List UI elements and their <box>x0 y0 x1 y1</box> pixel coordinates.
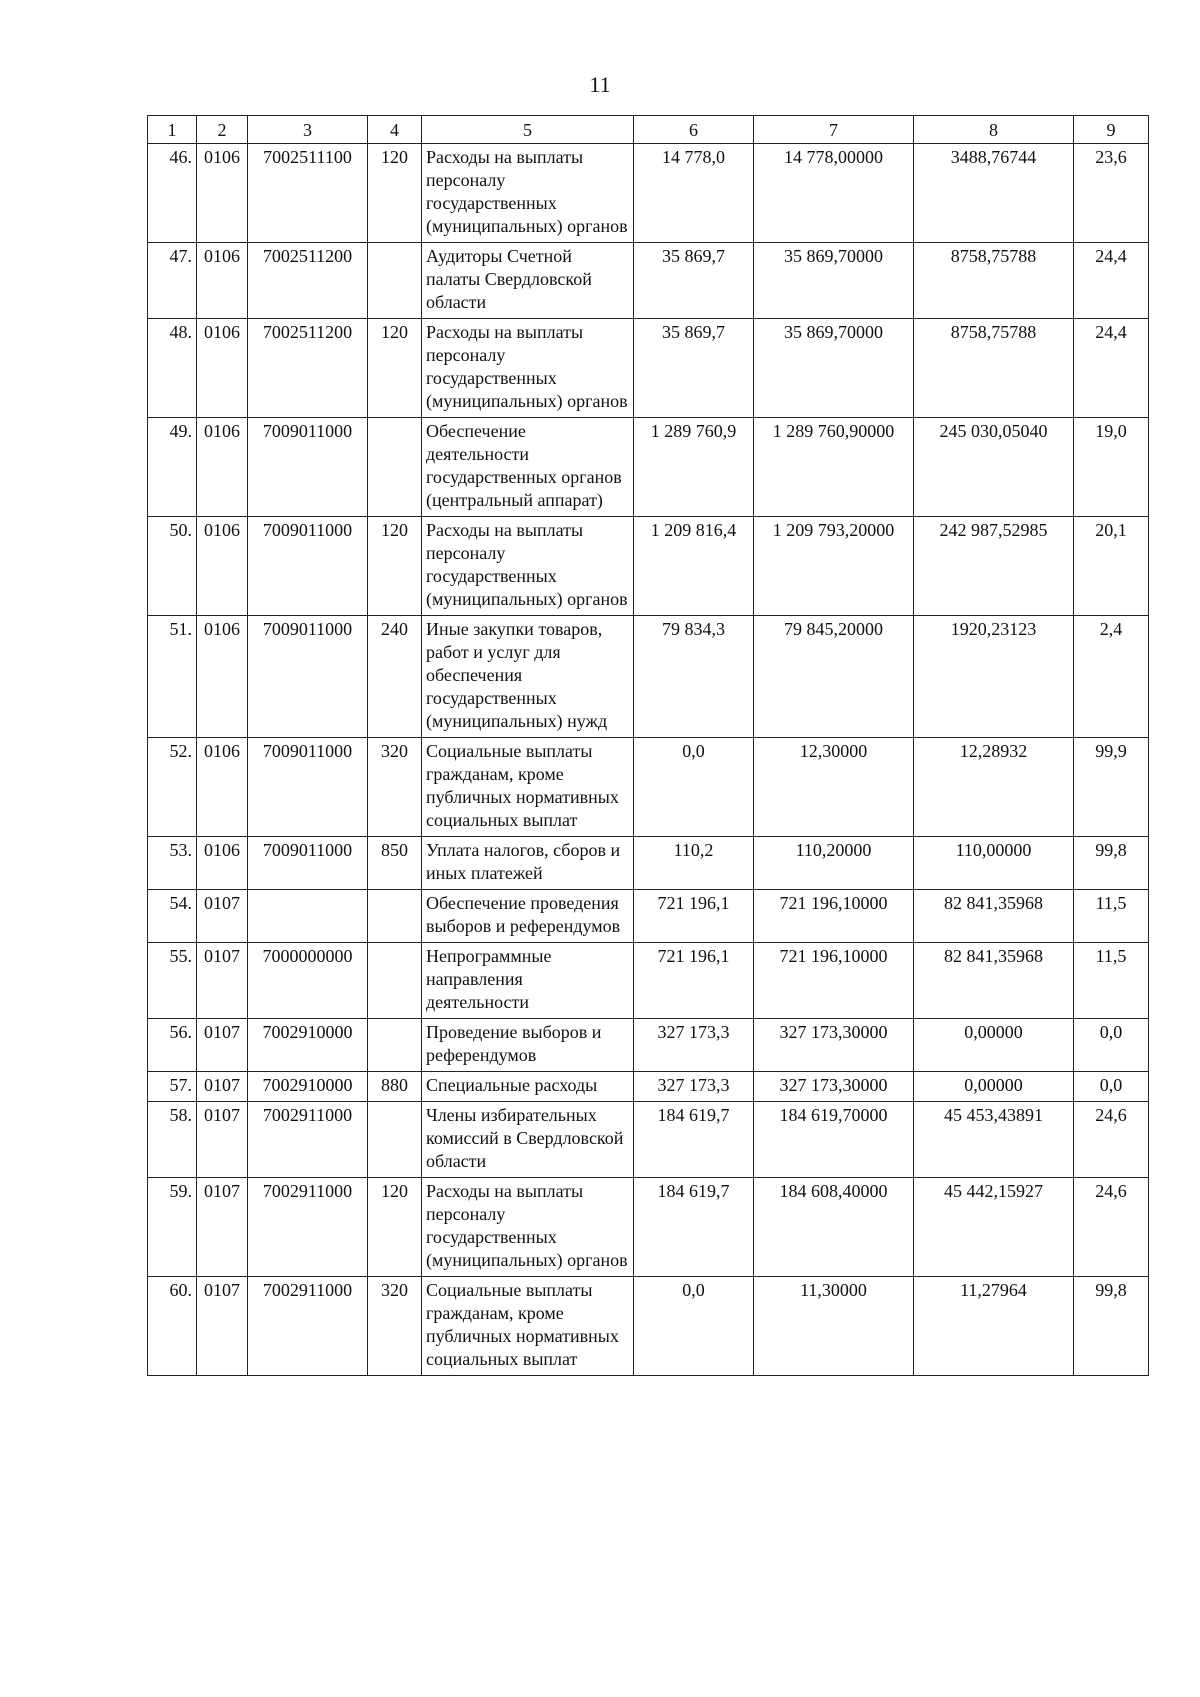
row-number: 47. <box>148 243 197 319</box>
section-code: 0107 <box>197 1072 248 1102</box>
row-number: 60. <box>148 1277 197 1376</box>
execution-percent: 23,6 <box>1074 144 1149 243</box>
budget-list-amount: 11,30000 <box>754 1277 914 1376</box>
budget-list-amount: 1 289 760,90000 <box>754 418 914 517</box>
section-code: 0106 <box>197 319 248 418</box>
row-number: 49. <box>148 418 197 517</box>
budget-list-amount: 721 196,10000 <box>754 890 914 943</box>
table-row <box>148 1178 1149 1277</box>
row-number: 53. <box>148 837 197 890</box>
approved-amount: 721 196,1 <box>634 943 754 1019</box>
budget-list-amount: 184 608,40000 <box>754 1178 914 1277</box>
section-code: 0107 <box>197 1277 248 1376</box>
expense-type-code <box>368 1102 422 1178</box>
table-row <box>148 890 1149 943</box>
budget-list-amount: 35 869,70000 <box>754 319 914 418</box>
table-body <box>148 144 1149 1376</box>
expense-name: Аудиторы Счетной палаты Свердловской области <box>422 243 634 319</box>
header-cell: 4 <box>368 116 422 144</box>
target-article-code: 7009011000 <box>248 738 368 837</box>
section-code: 0106 <box>197 144 248 243</box>
budget-list-amount: 14 778,00000 <box>754 144 914 243</box>
expense-type-code: 850 <box>368 837 422 890</box>
approved-amount: 184 619,7 <box>634 1102 754 1178</box>
budget-table <box>147 115 1149 1376</box>
expense-name: Проведение выборов и референдумов <box>422 1019 634 1072</box>
target-article-code <box>248 890 368 943</box>
execution-percent: 24,4 <box>1074 319 1149 418</box>
budget-list-amount: 184 619,70000 <box>754 1102 914 1178</box>
executed-amount: 45 453,43891 <box>914 1102 1074 1178</box>
execution-percent: 24,6 <box>1074 1102 1149 1178</box>
expense-type-code: 320 <box>368 1277 422 1376</box>
target-article-code: 7002511200 <box>248 243 368 319</box>
target-article-code: 7002911000 <box>248 1102 368 1178</box>
header-cell: 8 <box>914 116 1074 144</box>
execution-percent: 11,5 <box>1074 943 1149 1019</box>
approved-amount: 1 209 816,4 <box>634 517 754 616</box>
expense-type-code: 120 <box>368 1178 422 1277</box>
approved-amount: 184 619,7 <box>634 1178 754 1277</box>
row-number: 48. <box>148 319 197 418</box>
row-number: 59. <box>148 1178 197 1277</box>
section-code: 0106 <box>197 517 248 616</box>
execution-percent: 99,8 <box>1074 837 1149 890</box>
target-article-code: 7002910000 <box>248 1072 368 1102</box>
target-article-code: 7009011000 <box>248 418 368 517</box>
target-article-code: 7009011000 <box>248 616 368 738</box>
table-row <box>148 243 1149 319</box>
row-number: 58. <box>148 1102 197 1178</box>
section-code: 0107 <box>197 1019 248 1072</box>
execution-percent: 24,4 <box>1074 243 1149 319</box>
target-article-code: 7002911000 <box>248 1178 368 1277</box>
header-cell: 6 <box>634 116 754 144</box>
budget-list-amount: 721 196,10000 <box>754 943 914 1019</box>
budget-list-amount: 110,20000 <box>754 837 914 890</box>
executed-amount: 12,28932 <box>914 738 1074 837</box>
row-number: 50. <box>148 517 197 616</box>
expense-type-code <box>368 243 422 319</box>
expense-name: Расходы на выплаты персоналу государственных (муниципальных) органов <box>422 1178 634 1277</box>
executed-amount: 11,27964 <box>914 1277 1074 1376</box>
target-article-code: 7002911000 <box>248 1277 368 1376</box>
expense-type-code <box>368 418 422 517</box>
table-row <box>148 943 1149 1019</box>
target-article-code: 7002910000 <box>248 1019 368 1072</box>
executed-amount: 3488,76744 <box>914 144 1074 243</box>
approved-amount: 0,0 <box>634 1277 754 1376</box>
executed-amount: 8758,75788 <box>914 319 1074 418</box>
execution-percent: 20,1 <box>1074 517 1149 616</box>
table-row <box>148 517 1149 616</box>
approved-amount: 721 196,1 <box>634 890 754 943</box>
approved-amount: 35 869,7 <box>634 319 754 418</box>
table-row <box>148 1072 1149 1102</box>
executed-amount: 245 030,05040 <box>914 418 1074 517</box>
execution-percent: 0,0 <box>1074 1019 1149 1072</box>
section-code: 0107 <box>197 1102 248 1178</box>
table-row <box>148 1277 1149 1376</box>
target-article-code: 7009011000 <box>248 837 368 890</box>
approved-amount: 110,2 <box>634 837 754 890</box>
approved-amount: 327 173,3 <box>634 1019 754 1072</box>
section-code: 0107 <box>197 890 248 943</box>
target-article-code: 7002511100 <box>248 144 368 243</box>
table-row <box>148 418 1149 517</box>
table-row <box>148 1019 1149 1072</box>
expense-name: Члены избирательных комиссий в Свердловской области <box>422 1102 634 1178</box>
section-code: 0106 <box>197 418 248 517</box>
section-code: 0107 <box>197 1178 248 1277</box>
expense-type-code: 240 <box>368 616 422 738</box>
section-code: 0107 <box>197 943 248 1019</box>
execution-percent: 0,0 <box>1074 1072 1149 1102</box>
budget-list-amount: 35 869,70000 <box>754 243 914 319</box>
expense-type-code <box>368 1019 422 1072</box>
budget-list-amount: 327 173,30000 <box>754 1072 914 1102</box>
row-number: 52. <box>148 738 197 837</box>
table-row <box>148 738 1149 837</box>
expense-name: Обеспечение деятельности государственных органов (центральный аппарат) <box>422 418 634 517</box>
row-number: 56. <box>148 1019 197 1072</box>
budget-list-amount: 327 173,30000 <box>754 1019 914 1072</box>
approved-amount: 14 778,0 <box>634 144 754 243</box>
expense-type-code <box>368 943 422 1019</box>
execution-percent: 11,5 <box>1074 890 1149 943</box>
expense-name: Расходы на выплаты персоналу государственных (муниципальных) органов <box>422 517 634 616</box>
section-code: 0106 <box>197 243 248 319</box>
target-article-code: 7000000000 <box>248 943 368 1019</box>
expense-name: Расходы на выплаты персоналу государственных (муниципальных) органов <box>422 144 634 243</box>
section-code: 0106 <box>197 738 248 837</box>
header-row <box>148 116 1149 144</box>
executed-amount: 45 442,15927 <box>914 1178 1074 1277</box>
header-cell: 9 <box>1074 116 1149 144</box>
execution-percent: 19,0 <box>1074 418 1149 517</box>
approved-amount: 0,0 <box>634 738 754 837</box>
executed-amount: 110,00000 <box>914 837 1074 890</box>
table-row <box>148 319 1149 418</box>
expense-type-code: 120 <box>368 319 422 418</box>
expense-name: Обеспечение проведения выборов и референдумов <box>422 890 634 943</box>
header-cell: 2 <box>197 116 248 144</box>
expense-type-code: 320 <box>368 738 422 837</box>
expense-type-code: 120 <box>368 517 422 616</box>
executed-amount: 242 987,52985 <box>914 517 1074 616</box>
expense-name: Уплата налогов, сборов и иных платежей <box>422 837 634 890</box>
header-cell: 7 <box>754 116 914 144</box>
table-row <box>148 837 1149 890</box>
row-number: 54. <box>148 890 197 943</box>
header-cell: 1 <box>148 116 197 144</box>
expense-type-code <box>368 890 422 943</box>
header-cell: 5 <box>422 116 634 144</box>
budget-list-amount: 79 845,20000 <box>754 616 914 738</box>
approved-amount: 327 173,3 <box>634 1072 754 1102</box>
page-number: 11 <box>589 72 611 97</box>
approved-amount: 35 869,7 <box>634 243 754 319</box>
table-row <box>148 616 1149 738</box>
execution-percent: 99,9 <box>1074 738 1149 837</box>
expense-type-code: 880 <box>368 1072 422 1102</box>
section-code: 0106 <box>197 616 248 738</box>
target-article-code: 7009011000 <box>248 517 368 616</box>
budget-list-amount: 12,30000 <box>754 738 914 837</box>
table-row <box>148 144 1149 243</box>
section-code: 0106 <box>197 837 248 890</box>
executed-amount: 0,00000 <box>914 1072 1074 1102</box>
executed-amount: 0,00000 <box>914 1019 1074 1072</box>
row-number: 46. <box>148 144 197 243</box>
approved-amount: 79 834,3 <box>634 616 754 738</box>
executed-amount: 82 841,35968 <box>914 943 1074 1019</box>
table-row <box>148 1102 1149 1178</box>
executed-amount: 82 841,35968 <box>914 890 1074 943</box>
row-number: 51. <box>148 616 197 738</box>
expense-name: Социальные выплаты гражданам, кроме публичных нормативных социальных выплат <box>422 1277 634 1376</box>
expense-name: Непрограммные направления деятельности <box>422 943 634 1019</box>
executed-amount: 1920,23123 <box>914 616 1074 738</box>
expense-name: Расходы на выплаты персоналу государственных (муниципальных) органов <box>422 319 634 418</box>
row-number: 57. <box>148 1072 197 1102</box>
expense-name: Иные закупки товаров, работ и услуг для обеспечения государственных (муниципальных) нужд <box>422 616 634 738</box>
expense-name: Специальные расходы <box>422 1072 634 1102</box>
target-article-code: 7002511200 <box>248 319 368 418</box>
header-cell: 3 <box>248 116 368 144</box>
expense-type-code: 120 <box>368 144 422 243</box>
approved-amount: 1 289 760,9 <box>634 418 754 517</box>
execution-percent: 99,8 <box>1074 1277 1149 1376</box>
budget-list-amount: 1 209 793,20000 <box>754 517 914 616</box>
expense-name: Социальные выплаты гражданам, кроме публичных нормативных социальных выплат <box>422 738 634 837</box>
execution-percent: 2,4 <box>1074 616 1149 738</box>
executed-amount: 8758,75788 <box>914 243 1074 319</box>
row-number: 55. <box>148 943 197 1019</box>
execution-percent: 24,6 <box>1074 1178 1149 1277</box>
